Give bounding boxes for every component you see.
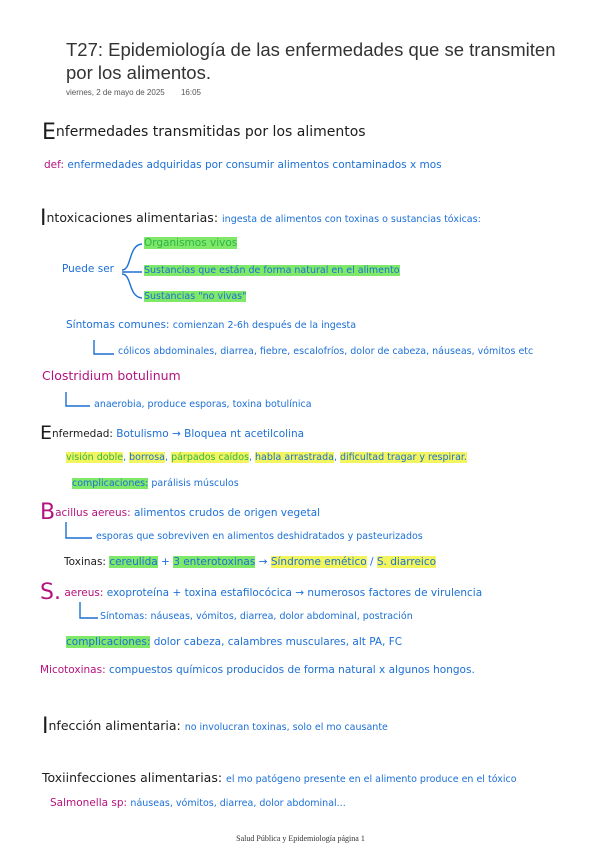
definition-line: def: enfermedades adquiridas por consumir alimentos contaminados x mos: [44, 159, 442, 171]
page-time: 16:05: [180, 88, 201, 97]
enfermedad-line: Enfermedad: Botulismo → Bloquea nt acetilcolina: [40, 422, 305, 444]
salmonella-line: Salmonella sp: náuseas, vómitos, diarrea, dolor abdominal...: [50, 797, 346, 809]
sintomas-list: cólicos abdominales, diarrea, fiebre, escalofríos, dolor de cabeza, náuseas, vómitos etc: [118, 346, 534, 357]
section-title-toxiinfecciones: Toxiinfecciones alimentarias: el mo patógeno presente en el alimento produce en el tóxico: [42, 770, 517, 785]
saureus-complications: complicaciones: dolor cabeza, calambres musculares, alt PA, FC: [66, 636, 403, 648]
micotoxinas-line: Micotoxinas: compuestos químicos producidos de forma natural x algunos hongos.: [40, 664, 475, 676]
clostridium-description: anaerobia, produce esporas, toxina botulínica: [94, 399, 312, 410]
saureus-title-line: S. aereus: exoproteína + toxina estafilocócica → numerosos factores de virulencia: [40, 580, 483, 605]
sintomas-comunes-line: Síntomas comunes: comienzan 2-6h después de la ingesta: [66, 319, 357, 331]
page-date: viernes, 2 de mayo de 2025: [66, 88, 165, 97]
bacillus-esporas: esporas que sobreviven en alimentos deshidratados y pasteurizados: [96, 531, 423, 542]
option-sustancias-no-vivas: Sustancias "no vivas": [144, 291, 247, 302]
section-title-infeccion: Infección alimentaria: no involucran toxinas, solo el mo causante: [42, 714, 388, 739]
section-title-intoxicaciones: Intoxicaciones alimentarias: ingesta de alimentos con toxinas o sustancias tóxicas:: [40, 206, 481, 231]
botulismo-complications: complicaciones: parálisis músculos: [72, 478, 239, 489]
clostridium-title: Clostridium botulinum: [42, 368, 181, 383]
option-organismos-vivos: Organismos vivos: [144, 237, 238, 249]
puede-ser-label: Puede ser: [62, 263, 114, 275]
section-title-enfermedades: Enfermedades transmitidas por los alimentos: [42, 120, 366, 145]
option-sustancias-naturales: Sustancias que están de forma natural en el alimento: [144, 265, 400, 276]
bacillus-title-line: Bacillus aereus: alimentos crudos de origen vegetal: [40, 500, 321, 525]
bacillus-toxinas-line: Toxinas: cereulida + 3 enterotoxinas → Síndrome emético / S. diarreico: [64, 556, 437, 568]
botulismo-symptoms: visión doble, borrosa, párpados caídos, habla arrastrada, dificultad tragar y respirar.: [66, 452, 467, 463]
page-footer: Salud Pública y Epidemiología página 1: [236, 834, 365, 843]
page-title: T27: Epidemiología de las enfermedades que se transmiten por los alimentos.: [66, 39, 556, 83]
saureus-sintomas: Síntomas: náuseas, vómitos, diarrea, dolor abdominal, postración: [100, 611, 413, 622]
